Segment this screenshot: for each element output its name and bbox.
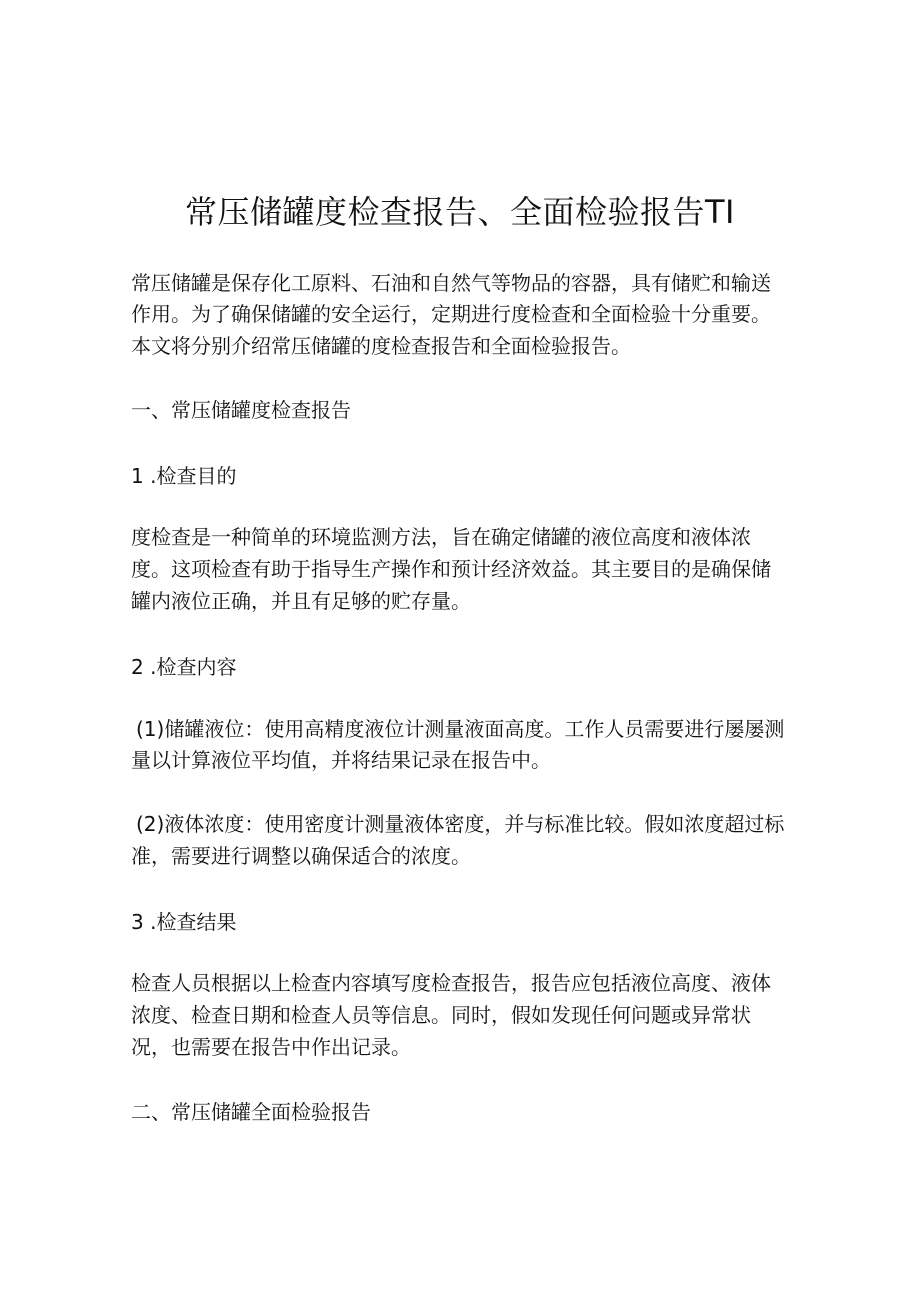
sub2-heading: 2 .检查内容 (131, 655, 237, 679)
sub3-line-3: 况，也需要在报告中作出记录。 (131, 1035, 411, 1059)
section1-heading: 一、常压储罐度检查报告 (131, 398, 351, 422)
sub2-item2-line-2: 准，需要进行调整以确保适合的浓度。 (131, 844, 471, 868)
sub1-line-1: 度检查是一种简单的环境监测方法，旨在确定储罐的液位高度和液体浓 (131, 525, 751, 549)
sub3-line-2: 浓度、检查日期和检查人员等信息。同时，假如发现任何问题或异常状 (131, 1003, 751, 1027)
sub1-heading: 1 .检查目的 (131, 464, 237, 488)
sub2-item1-line-2: 量以计算液位平均值，并将结果记录在报告中。 (131, 748, 551, 772)
sub3-heading: 3 .检查结果 (131, 910, 237, 934)
intro-line-2: 作用。为了确保储罐的安全运行，定期进行度检查和全面检验十分重要。 (131, 302, 771, 326)
sub1-line-3: 罐内液位正确，并且有足够的贮存量。 (131, 589, 471, 613)
sub2-item1-line-1: (1)储罐液位：使用高精度液位计测量液面高度。工作人员需要进行屡屡测 (136, 717, 785, 741)
sub3-line-1: 检查人员根据以上检查内容填写度检查报告，报告应包括液位高度、液体 (131, 971, 771, 995)
sub1-line-2: 度。这项检查有助于指导生产操作和预计经济效益。其主要目的是确保储 (131, 557, 771, 581)
sub2-item2-line-1: (2)液体浓度：使用密度计测量液体密度，并与标准比较。假如浓度超过标 (136, 812, 785, 836)
intro-line-3: 本文将分别介绍常压储罐的度检查报告和全面检验报告。 (131, 334, 631, 358)
intro-line-1: 常压储罐是保存化工原料、石油和自然气等物品的容器，具有储贮和输送 (131, 271, 771, 295)
document-title: 常压储罐度检查报告、全面检验报告TI (185, 193, 735, 231)
section2-heading: 二、常压储罐全面检验报告 (131, 1100, 371, 1124)
